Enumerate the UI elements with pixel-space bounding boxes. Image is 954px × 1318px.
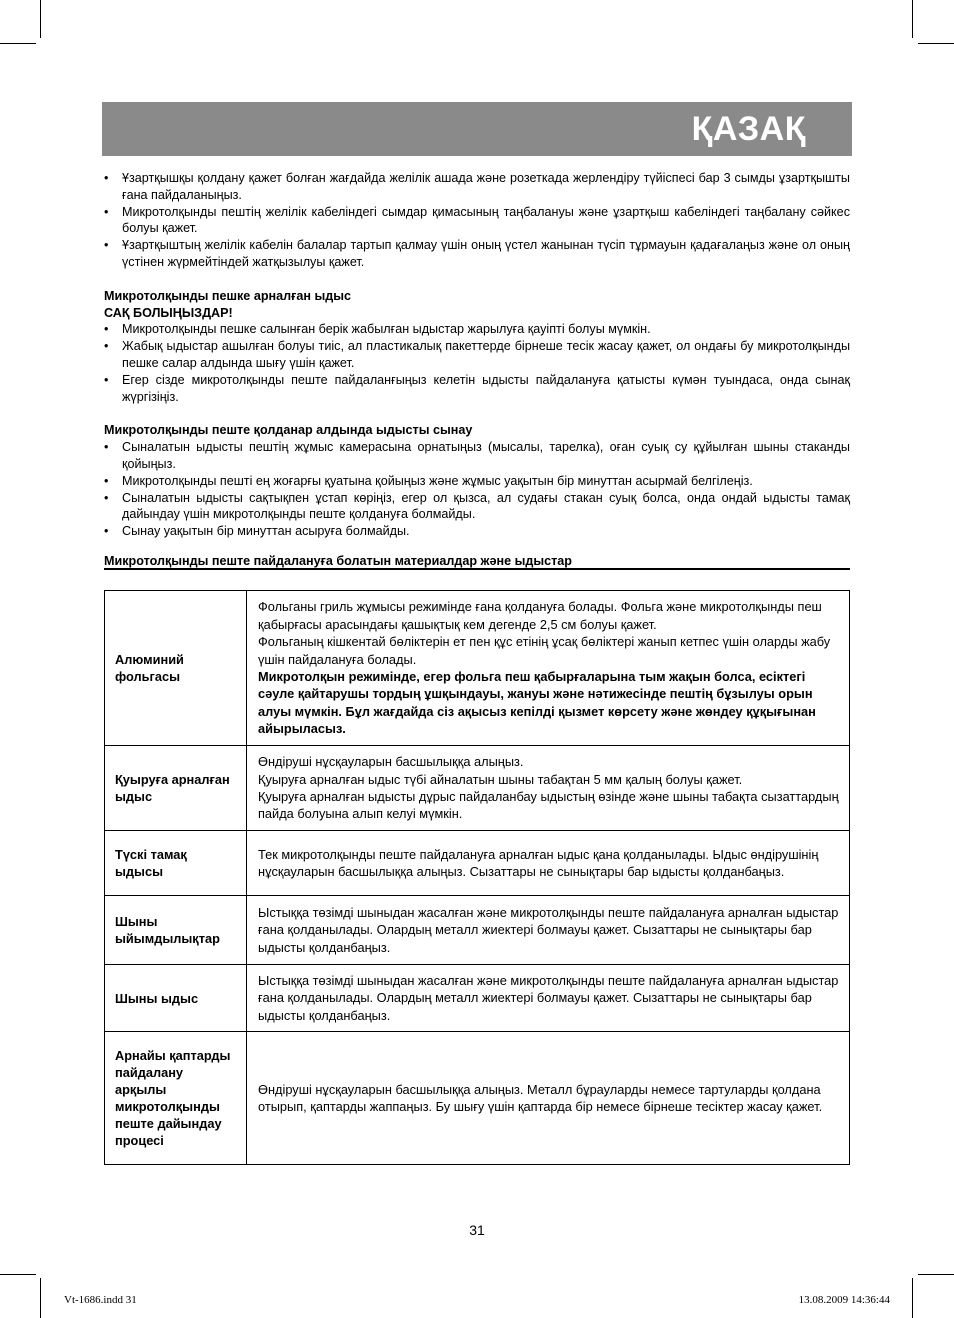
table-heading: Микротолқынды пеште пайдалануға болатын материалдар және ыдыстар (104, 554, 850, 570)
crop-mark (912, 1278, 913, 1318)
footer-timestamp: 13.08.2009 14:36:44 (798, 1294, 890, 1306)
list-item: • Егер сізде микротолқынды пеште пайдаланғыңыз келетін ыдысты пайдалануға қатысты күмән туындаса, онда сынақ жүргізіңіз. (104, 372, 850, 406)
list-item: • Жабық ыдыстар ашылған болуы тиіс, ал пластикалық пакеттерде бірнеше тесік жасау қажет, ол ондағы бу микротолқынды пешке салар алдында шығу үшін қажет. (104, 338, 850, 372)
table-row (105, 1032, 850, 1165)
description-line: Қуыруға арналған ыдыс түбі айналатын шыны табақтан 5 мм қалың болуы қажет. (258, 771, 743, 787)
language-title: ҚАЗАҚ (691, 110, 806, 148)
crop-mark (0, 1274, 36, 1275)
material-description (247, 591, 850, 746)
warning-text: Микротолқын режимінде, егер фольга пеш қабырғаларына тым жақын болса, есіктегі сәуле қайтарушы тордың ұшқындауы, жануы және нәтижесінде пештің бұзылуы орын алуы мүмкін. Бұл жағдайда сіз ақысыз кепілді қызмет көрсету және жөндеу құқығынан айырыласыз. (258, 669, 816, 737)
section-heading: Микротолқынды пешке арналған ыдыс (104, 288, 351, 303)
list-item: • Микротолқынды пешті ең жоғарғы қуатына қойыңыз және жұмыс уақытын бір минуттан асырмай белгілеңіз. (104, 473, 850, 490)
material-name: Түскі тамақ ыдысы (105, 831, 247, 896)
material-description (247, 746, 850, 831)
table-row (105, 831, 850, 896)
material-description (247, 965, 850, 1032)
crop-mark (40, 1278, 41, 1318)
list-item: • Микротолқынды пештің желілік кабеліндегі сымдар қимасының таңбалануы және ұзартқыш кабеліндегі таңбалану сәйкес болуы қажет. (104, 204, 850, 238)
list-item: • Микротолқынды пешке салынған берік жабылған ыдыстар жарылуға қауіпті болуы мүмкін. (104, 321, 850, 338)
table-row (105, 746, 850, 831)
test-bullet-list (104, 439, 850, 540)
crop-mark (912, 0, 913, 38)
description-line: Фольганың кішкентай бөліктерін ет пен құс етінің ұсақ бөліктері жанып кетпес үшін оларды жабу үшін пайдалануға болады. (258, 634, 831, 667)
main-content (104, 170, 850, 570)
description-line: Фольганы гриль жұмысы режимінде ғана қолдануға болады. Фольга және микротолқынды пеш қабырғасы арасындағы қашықтық кем дегенде 2,5 см болуы қажет. (258, 599, 822, 632)
description-line: Ыстыққа төзімді шыныдан жасалған және микротолқынды пеште пайдалануға арналған ыдыстар ғана қолданылады. Олардың металл жиектері болмауы қажет. Сызаттары не сынықтары бар ыдысты қолданбаңыз. (258, 904, 839, 955)
section-heading: Микротолқынды пеште қолданар алдында ыдысты сынау (104, 423, 473, 438)
crop-mark (918, 43, 954, 44)
material-name: Шыны ыдыс (105, 965, 247, 1032)
description-line: Өндіруші нұсқауларын басшылыққа алыңыз. Металл бұрауларды немесе тартуларды қолдана отырып, қаптарды жаппаңыз. Бу шығу үшін қаптарда бір немесе бірнеше тесіктер жасау қажет. (258, 1081, 823, 1114)
list-item: • Сыналатын ыдысты сақтықпен ұстап көріңіз, егер ол қызса, ал судағы стакан суық болса, онда ондай ыдысты тамақ дайындау үшін микротолқынды пеште қолдануға болмайды. (104, 490, 850, 524)
crop-mark (918, 1274, 954, 1275)
table-row (105, 591, 850, 746)
material-name: Қуыруға арналған ыдыс (105, 746, 247, 831)
description-line: Қуыруға арналған ыдысты дұрыс пайдаланбау ыдыстың өзінде және шыны табақта сызаттардың пайда болуына алып келуі мүмкін. (258, 789, 839, 822)
crop-mark (40, 0, 41, 38)
material-name: Алюминий фольгасы (105, 591, 247, 746)
description-line: Ыстыққа төзімді шыныдан жасалған және микротолқынды пеште пайдалануға арналған ыдыстар ғана қолданылады. Олардың металл жиектері болмауы қажет. Сызаттары не сынықтары бар ыдысты қолданбаңыз. (258, 972, 839, 1023)
materials-table (104, 590, 850, 1165)
footer-file-name: Vt-1686.indd 31 (64, 1294, 137, 1306)
crop-mark (0, 43, 36, 44)
language-header-bar (102, 102, 852, 156)
list-item: • Сынау уақытын бір минуттан асыруға болмайды. (104, 523, 850, 540)
page-number: 31 (469, 1222, 485, 1238)
material-description (247, 896, 850, 965)
table-row (105, 965, 850, 1032)
description-line: Тек микротолқынды пеште пайдалануға арналған ыдыс қана қолданылады. Ыдыс өндірушінің нұсқауларын басшылыққа алыңыз. Сызаттары не сынықтары бар ыдысты қолданбаңыз. (258, 846, 819, 879)
intro-bullet-list (104, 170, 850, 271)
warning-heading: САҚ БОЛЫҢЫЗДАР! (104, 305, 233, 320)
material-name: Шыны ыйымдылықтар (105, 896, 247, 965)
material-description (247, 831, 850, 896)
material-description (247, 1032, 850, 1165)
list-item: • Ұзартқыштың желілік кабелін балалар тартып қалмау үшін оның үстел жанынан түсіп тұрмауын қадағалаңыз және ол оның үстінен жүрмейтіндей жатқызылуы қажет. (104, 237, 850, 271)
description-line: Өндіруші нұсқауларын басшылыққа алыңыз. (258, 754, 524, 770)
list-item: • Сыналатын ыдысты пештің жұмыс камерасына орнатыңыз (мысалы, тарелка), оған суық су құйылған шыны стаканды қойыңыз. (104, 439, 850, 473)
table-row (105, 896, 850, 965)
list-item: • Ұзартқышқы қолдану қажет болған жағдайда желілік ашада және розеткада жерлендіру түйіспесі бар 3 сымды ұзартқышты ғана пайдаланыңыз. (104, 170, 850, 204)
cookware-bullet-list (104, 321, 850, 405)
material-name: Арнайы қаптарды пайдалану арқылы микротолқынды пеште дайындау процесі (105, 1032, 247, 1165)
